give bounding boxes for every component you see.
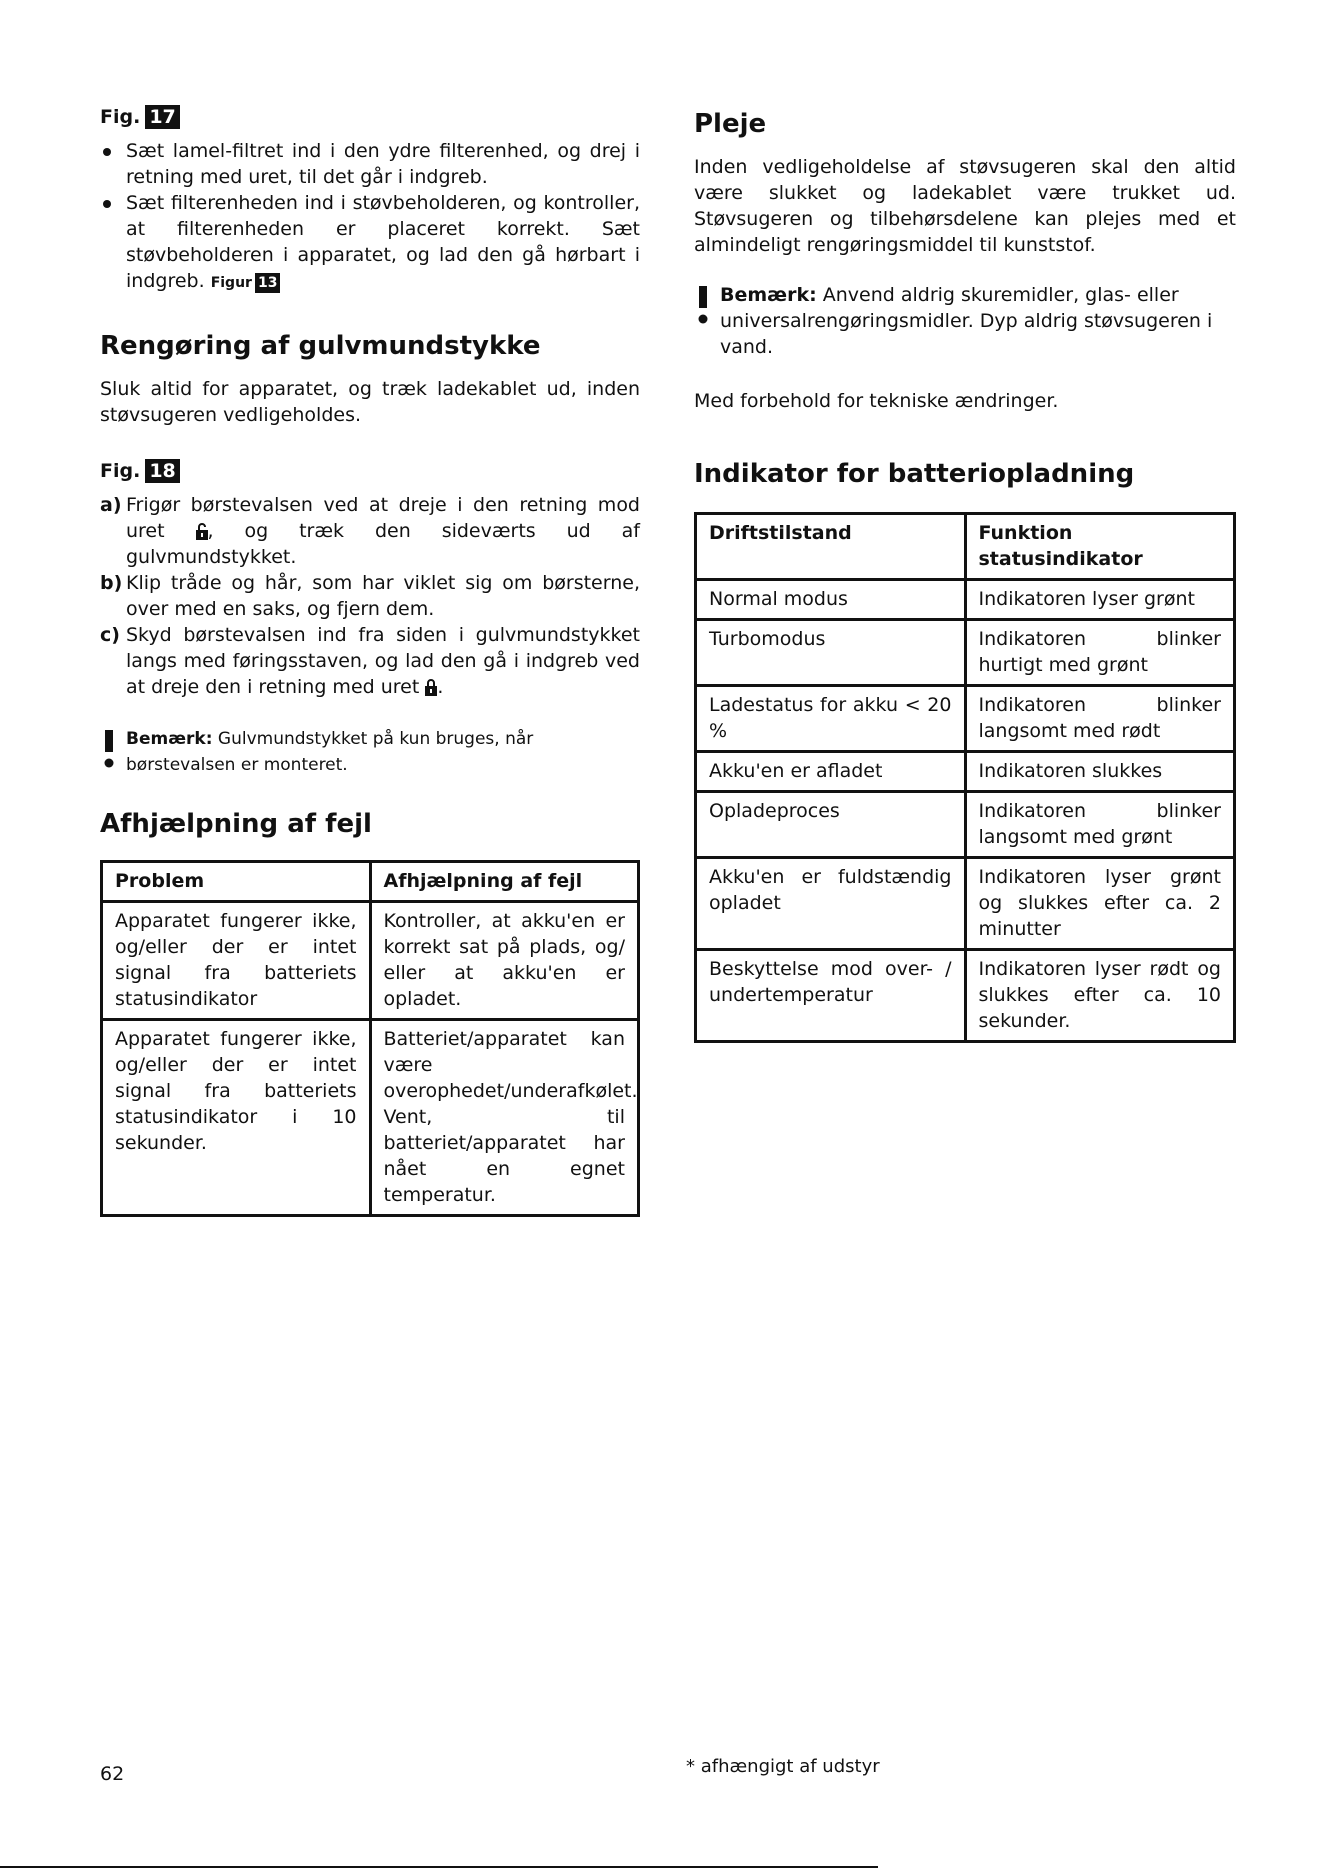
table-cell: Batteriet/apparatet kan være overophedet/underafkølet. Vent, til batteriet/apparatet har nået en egnet temperatur. [370,1020,639,1216]
filter-steps-list [100,138,640,296]
column-header-problem: Problem [102,862,371,902]
care-text: Inden vedligeholdelse af støvsugeren skal den altid være slukket og ladekablet være trukket ud. Støvsugeren og tilbehørsdelene kan plejes med et almindeligt rengøringsmiddel til kunststof. [694,156,1236,256]
technical-reservation: Med forbehold for tekniske ændringer. [694,390,1059,412]
figure-reference: Figur 13 [211,275,281,291]
warning-exclamation-icon [102,730,116,772]
troubleshooting-table [100,860,640,1217]
table-cell: Indikatoren blinker langsomt med rødt [965,686,1235,752]
left-column [100,104,640,1217]
table-row [696,792,1235,858]
table-row [102,902,639,1020]
table-cell: Akku'en er afladet [696,752,966,792]
floor-nozzle-intro: Sluk altid for apparatet, og træk ladekablet ud, inden støvsugeren vedligeholdes. [100,378,640,426]
table-row [696,950,1235,1042]
brush-roll-steps [100,492,640,700]
list-item: c) Skyd børstevalsen ind fra siden i gulvmundstykket langs med føringsstaven, og lad den gå i indgreb ved at dreje den i retning med uret . [100,624,640,698]
unlock-icon [196,522,208,540]
table-cell: Indikatoren blinker hurtigt med grønt [965,620,1235,686]
column-header-operating-state: Driftstilstand [696,514,966,580]
figure-number-badge: 17 [145,105,179,129]
column-header-indicator-function: Funktion statusindikator [965,514,1235,580]
table-cell: Indikatoren lyser rødt og slukkes efter ca. 10 sekunder. [965,950,1235,1042]
list-item: a) Frigør børstevalsen ved at dreje i den retning mod uret , og træk den sideværts ud af gulvmundstykket. [100,494,640,568]
table-row [696,580,1235,620]
note-floor-nozzle: Bemærk: Gulvmundstykket på kun bruges, når børstevalsen er monteret. [100,726,640,778]
figure-label-17: Fig. 17 [100,104,640,130]
table-cell: Apparatet fungerer ikke, og/eller der er intet signal fra batteriets statusindikator i 10 sekunder. [102,1020,371,1216]
section-heading-troubleshooting: Afhjælpning af fejl [100,809,372,839]
table-row [696,858,1235,950]
table-row [102,1020,639,1216]
table-cell: Apparatet fungerer ikke, og/eller der er intet signal fra batteriets statusindikator [102,902,371,1020]
table-cell: Normal modus [696,580,966,620]
table-cell: Akku'en er fuldstændig opladet [696,858,966,950]
section-heading-battery-indicator: Indikator for batteriopladning [694,459,1135,489]
figure-number-badge: 13 [255,273,280,293]
table-row [696,686,1235,752]
table-cell: Indikatoren lyser grønt og slukkes efter ca. 2 minutter [965,858,1235,950]
table-row [696,752,1235,792]
note-care: Bemærk: Anvend aldrig skuremidler, glas- eller universalrengøringsmidler. Dyp aldrig støvsugeren i vand. [694,282,1236,360]
list-item: Sæt filterenheden ind i støvbeholderen, og kontroller, at filterenheden er placeret korrekt. Sæt støvbeholderen i apparatet, og lad den gå hørbart i indgreb. Figur 13 [100,190,640,296]
figure-label-18: Fig. 18 [100,458,640,484]
table-cell: Indikatoren slukkes [965,752,1235,792]
table-cell: Turbomodus [696,620,966,686]
list-item: Sæt lamel-filtret ind i den ydre filterenhed, og drej i retning med uret, til det går i indgreb. [100,138,640,190]
warning-exclamation-icon [696,286,710,328]
section-heading-floor-nozzle: Rengøring af gulvmundstykke [100,331,541,361]
right-column [694,104,1236,1043]
footnote: * afhængigt af udstyr [686,1756,880,1777]
battery-indicator-table [694,512,1236,1043]
list-item: b) Klip tråde og hår, som har viklet sig om børsterne, over med en saks, og fjern dem. [100,572,640,620]
table-cell: Indikatoren blinker langsomt med grønt [965,792,1235,858]
page-number: 62 [100,1763,125,1785]
figure-number-badge: 18 [145,459,179,483]
lock-icon [425,678,437,696]
table-cell: Indikatoren lyser grønt [965,580,1235,620]
table-header-row [696,514,1235,580]
table-cell: Opladeproces [696,792,966,858]
table-cell: Kontroller, at akku'en er korrekt sat på plads, og/ eller at akku'en er opladet. [370,902,639,1020]
column-header-remedy: Afhjælpning af fejl [370,862,639,902]
section-heading-care: Pleje [694,109,767,139]
table-cell: Beskyttelse mod over- / undertemperatur [696,950,966,1042]
table-row [696,620,1235,686]
table-cell: Ladestatus for akku < 20 % [696,686,966,752]
bottom-rule [0,1866,878,1868]
table-header-row [102,862,639,902]
